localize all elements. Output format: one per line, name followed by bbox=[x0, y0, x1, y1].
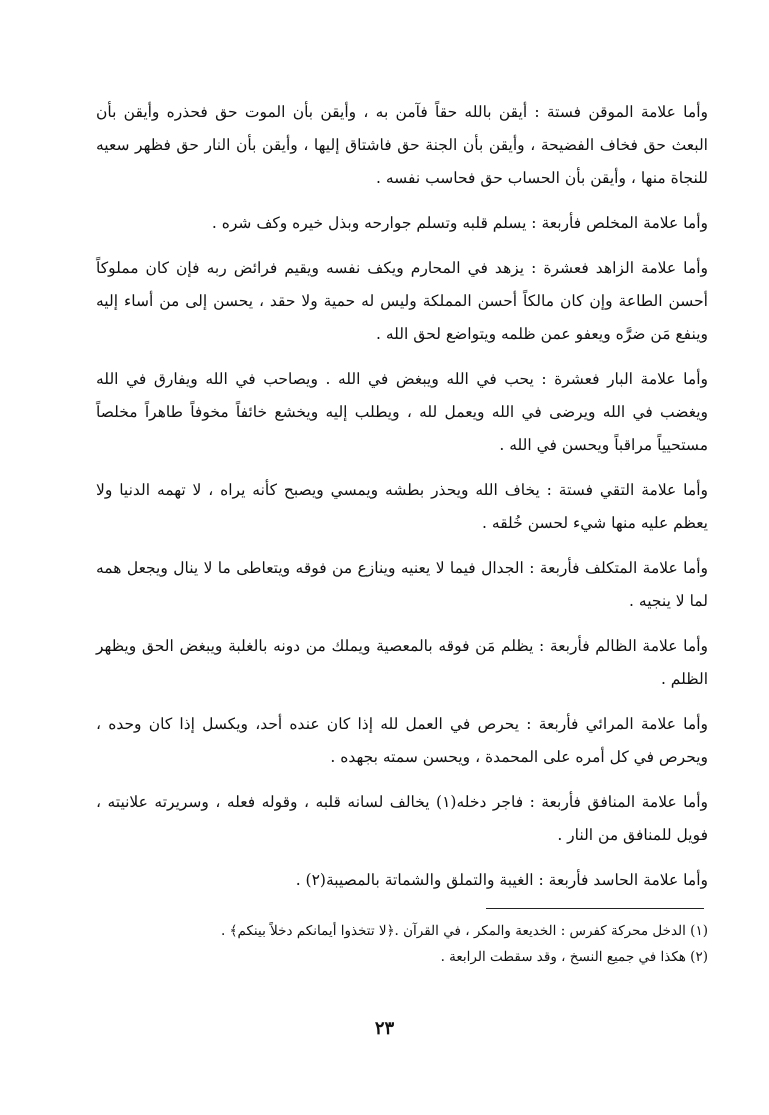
paragraph-hasid: وأما علامة الحاسد فأربعة : الغيبة والتملق والشماتة بالمصيبة(٢) . bbox=[295, 871, 708, 889]
paragraph-zahid: وأما علامة الزاهد فعشرة : يزهد في المحارم ويكف نفسه ويقيم فرائض ربه فإن كان مملوكاً أحسن الطاعة وإن كان مالكاً أحسن المملكة وليس له حمية ولا حقد ، يحسن إلى من أساء إليه وينفع مَن ضرَّه ويعفو عمن ظلمه ويتواضع لحق الله . bbox=[96, 259, 708, 343]
paragraph-muqin: وأما علامة الموقن فستة : أيقن بالله حقاً فآمن به ، وأيقن بأن الموت حق فحذره وأيقن بأن البعث حق فخاف الفضيحة ، وأيقن بأن الجنة حق فاشتاق إليها ، وأيقن بأن النار حق فظهر سعيه للنجاة منها ، وأيقن بأن الحساب حق فحاسب نفسه . bbox=[96, 103, 708, 187]
paragraph-mutakallif: وأما علامة المتكلف فأربعة : الجدال فيما لا يعنيه وينازع من فوقه ويتعاطى ما لا ينال ويجعل همه لما لا ينجيه . bbox=[96, 559, 708, 610]
page-number: ٢٣ bbox=[374, 1018, 395, 1039]
paragraph-taqi: وأما علامة التقي فستة : يخاف الله ويحذر بطشه ويمسي ويصبح كأنه يراه ، لا تهمه الدنيا ولا يعظم عليه منها شيء لحسن خُلقه . bbox=[96, 481, 708, 532]
main-text bbox=[96, 96, 708, 909]
footnote-2: (٢) هكذا في جميع النسخ ، وقد سقطت الرابعة . bbox=[440, 949, 708, 965]
paragraph-mukhlis: وأما علامة المخلص فأربعة : يسلم قلبه وتسلم جوارحه وبذل خيره وكف شره . bbox=[211, 214, 708, 232]
footnote-divider bbox=[486, 908, 704, 909]
footnotes bbox=[98, 918, 708, 970]
paragraph-barr: وأما علامة البار فعشرة : يحب في الله ويبغض في الله . ويصاحب في الله ويفارق في الله ويغضب في الله ويرضى في الله ويعمل لله ، ويطلب إليه ويخشع خائفاً مخوفاً طاهراً مخلصاً مستحيياً مراقباً ويحسن في الله . bbox=[96, 370, 708, 454]
paragraph-zalim: وأما علامة الظالم فأربعة : يظلم مَن فوقه بالمعصية ويملك من دونه بالغلبة ويبغض الحق ويظهر الظلم . bbox=[96, 637, 708, 688]
footnote-1: (١) الدخل محركة كفرس : الخديعة والمكر ، في القرآن .﴿لا تتخذوا أيمانكم دخلاً بينكم﴾ . bbox=[220, 923, 708, 939]
paragraph-murai: وأما علامة المرائي فأربعة : يحرص في العمل لله إذا كان عنده أحد، ويكسل إذا كان وحده ، ويحرص في كل أمره على المحمدة ، ويحسن سمته بجهده . bbox=[96, 715, 708, 766]
paragraph-munafiq: وأما علامة المنافق فأربعة : فاجر دخله(١) يخالف لسانه قلبه ، وقوله فعله ، وسريرته علانيته ، فويل للمنافق من النار . bbox=[96, 793, 708, 844]
